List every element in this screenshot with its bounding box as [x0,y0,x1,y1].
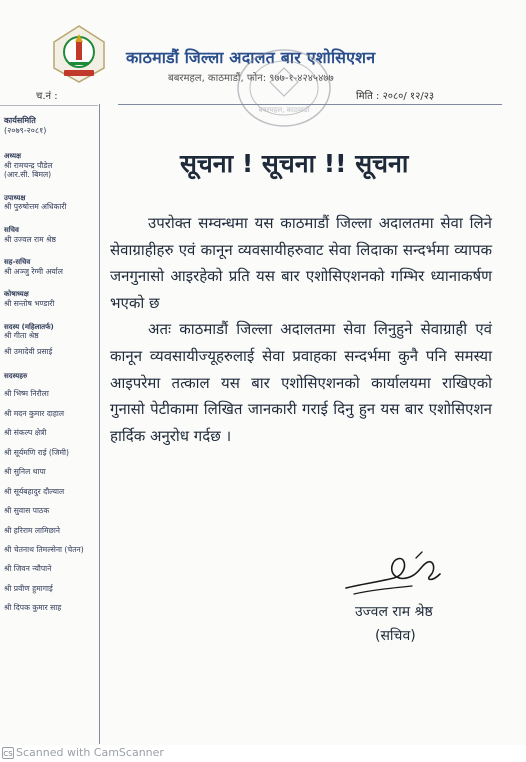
reference-number-label: च.नं : [36,91,58,102]
bar-association-logo [52,24,106,84]
members-label: सदस्यहरु [4,372,28,381]
member-name: श्री संकल्प क्षेत्री [4,428,47,438]
header-divider [118,104,502,105]
committee-term: (२०७९-२०८१) [4,126,47,135]
office-stamp [234,46,334,130]
officer-name: श्री रामचन्द्र पौडेल [4,160,53,170]
officer-name: श्री गीता श्रेष्ठ [4,331,39,341]
notice-paragraph: उपरोक्त सम्वन्धमा यस काठमाडौं जिल्ला अदालतमा सेवा लिने सेवाग्राहीहरु एवं कानून व्यवसायीहरुवाट सेवा लिदाका सन्दर्भमा व्यापक जनगुनासो आइरहेको प्रति यस बार एशोसिएशनको गम्भिर ध्यानाकर्षण भएको छ [110,214,492,312]
notice-paragraph: अतः काठमाडौं जिल्ला अदालतमा सेवा लिनुहुने सेवाग्राही एवं कानून व्यवसायीज्यूहरुलाई सेवा प्रवाहका सन्दर्भमा कुनै पनि समस्या आइपरेमा तत्काल यस बार एशोसिएशनको कार्यालयमा राखिएको गुनासो पेटीकामा लिखित जानकारी गराई दिनु हुन यस बार एशोसिएशन हार्दिक अनुरोध गर्दछ । [110,320,492,445]
signatory-name: उज्वल राम श्रेष्ठ [355,604,433,620]
member-name: श्री दिपक कुमार साह [4,603,62,613]
officer-name: श्री उज्वल राम श्रेष्ठ [4,234,56,244]
officer-name: श्री पुरुषोत्तम अधिकारी [4,202,67,212]
member-name: श्री प्रवीण हुमागाई [4,583,53,593]
officer-name: श्री उमादेवी प्रसाई [4,346,53,356]
sidebar-divider [0,105,98,106]
scanner-watermark-text: Scanned with CamScanner [16,746,164,759]
member-name: श्री भिष्म निरौला [4,389,49,399]
officer-role: उपाध्यक्ष [4,193,26,202]
member-name: श्री चेतनाथ तिमल्सेना (चेतन) [4,545,84,554]
officer-role: सचिव [4,225,19,234]
notice-body [110,210,492,449]
member-name: श्री मदन कुमार दाहाल [4,408,64,418]
officer-role: सदस्य (महिलातर्फ) [4,322,54,331]
officer-name: श्री सन्तोष भण्डारी [4,299,55,309]
member-name: श्री हरिराम लामिछाने [4,525,61,535]
committee-title: कार्यसमिति [4,116,36,125]
member-name: श्री जिवन न्यौपाने [4,564,52,574]
organization-name: काठमाडौं जिल्ला अदालत बार एशोसिएशन [126,48,376,67]
committee-sidebar [4,116,96,623]
member-name: श्री सूर्यबहादुर दौल्याल [4,486,65,496]
sidebar-vertical-divider [99,104,100,744]
member-name: श्री सुनिल थापा [4,467,46,477]
organization-address: बबरमहल, काठमाडौं, फोन: ९७७-१-४२४५४७७ [168,73,334,84]
handwritten-signature [342,548,452,602]
officer-name: (आर.सी. बिमल) [4,170,52,180]
stamp-text: बबरमहल, काठमाडौं [258,106,310,114]
camscanner-icon: CS [2,747,14,759]
signatory-role: (सचिव) [375,628,416,644]
officer-name: श्री अञ्जु रेग्मी अर्याल [4,266,63,276]
notice-title: सूचना ! सूचना !! सूचना [180,149,409,178]
officer-role: अध्यक्ष [4,152,22,160]
letter-date: मिति : २०८०/ १२/२३ [356,91,435,102]
member-name: श्री सुवास पाठक [4,506,50,516]
member-name: श्री सूर्यमणि राई (जिमी) [4,447,69,457]
officer-role: सह-सचिव [4,258,31,267]
scanner-footer [0,745,526,762]
officer-role: कोषाध्यक्ष [4,290,29,299]
